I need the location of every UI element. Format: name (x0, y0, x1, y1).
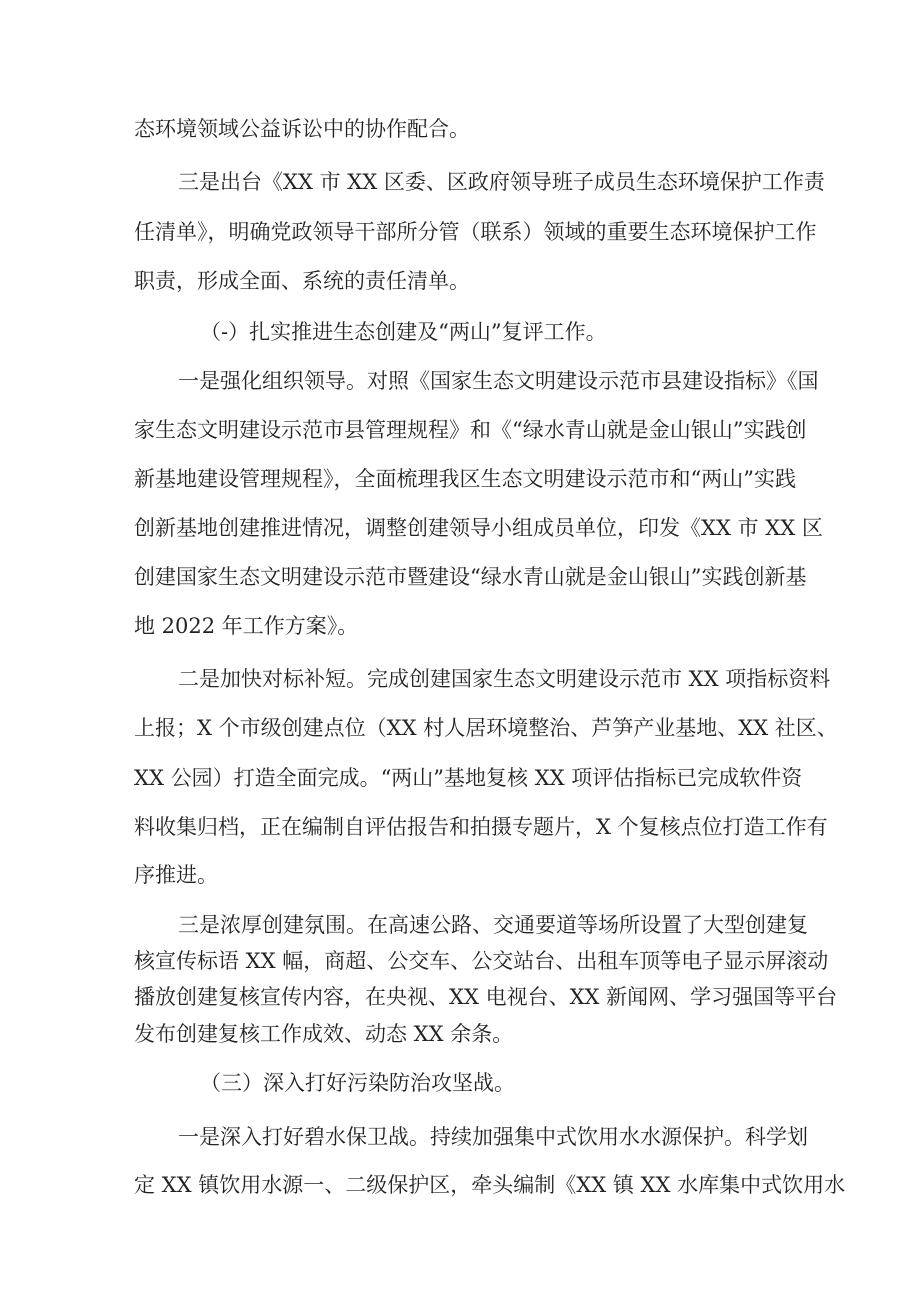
paragraph-line: 一是深入打好碧水保卫战。持续加强集中式饮用水水源保护。科学划 (178, 1125, 808, 1149)
paragraph-line: 创建国家生态文明建设示范市暨建设“绿水青山就是金山银山”实践创新基 (134, 565, 807, 589)
paragraph-line: 核宣传标语 XX 幅，商超、公交车、公交站台、出租车顶等电子显示屏滚动 (134, 949, 829, 973)
paragraph-line: 三是出台《XX 市 XX 区委、区政府领导班子成员生态环境保护工作责 (178, 170, 825, 194)
paragraph-line: 上报；X 个市级创建点位（XX 村人居环境整治、芦笋产业基地、XX 社区、 (134, 716, 838, 740)
paragraph-line: 料收集归档，正在编制自评估报告和拍摄专题片，X 个复核点位打造工作有 (134, 815, 828, 839)
paragraph-line: 发布创建复核工作成效、动态 XX 余条。 (134, 1022, 514, 1046)
paragraph-line: 二是加快对标补短。完成创建国家生态文明建设示范市 XX 项指标资料 (178, 667, 831, 691)
paragraph-line: 态环境领域公益诉讼中的协作配合。 (134, 117, 470, 141)
paragraph-line: 职责，形成全面、系统的责任清单。 (134, 269, 470, 293)
paragraph-line: 创新基地创建推进情况，调整创建领导小组成员单位，印发《XX 市 XX 区 (134, 516, 823, 540)
paragraph-line: 定 XX 镇饮用水源一、二级保护区，牵头编制《XX 镇 XX 水库集中式饮用水 (134, 1173, 846, 1197)
paragraph-line: 三是浓厚创建氛围。在高速公路、交通要道等场所设置了大型创建复 (178, 913, 808, 937)
paragraph-line: 新基地建设管理规程》，全面梳理我区生态文明建设示范市和“两山”实践 (134, 467, 796, 491)
section-heading: （三）深入打好污染防治攻坚战。 (200, 1071, 515, 1095)
paragraph-line: 一是强化组织领导。对照《国家生态文明建设示范市县建设指标》《国 (178, 369, 819, 393)
section-heading: （-）扎实推进生态创建及“两山”复评工作。 (200, 320, 607, 344)
paragraph-line: 序推进。 (134, 863, 218, 887)
paragraph-line: 任清单》，明确党政领导干部所分管（联系）领域的重要生态环境保护工作 (134, 220, 817, 244)
paragraph-line: 家生态文明建设示范市县管理规程》和《“绿水青山就是金山银山”实践创 (134, 418, 807, 442)
paragraph-line: 地 2022 年工作方案》。 (134, 614, 359, 638)
paragraph-line: 播放创建复核宣传内容，在央视、XX 电视台、XX 新闻网、学习强国等平台 (134, 985, 838, 1009)
paragraph-line: XX 公园）打造全面完成。“两山”基地复核 XX 项评估指标已完成软件资 (134, 766, 803, 790)
